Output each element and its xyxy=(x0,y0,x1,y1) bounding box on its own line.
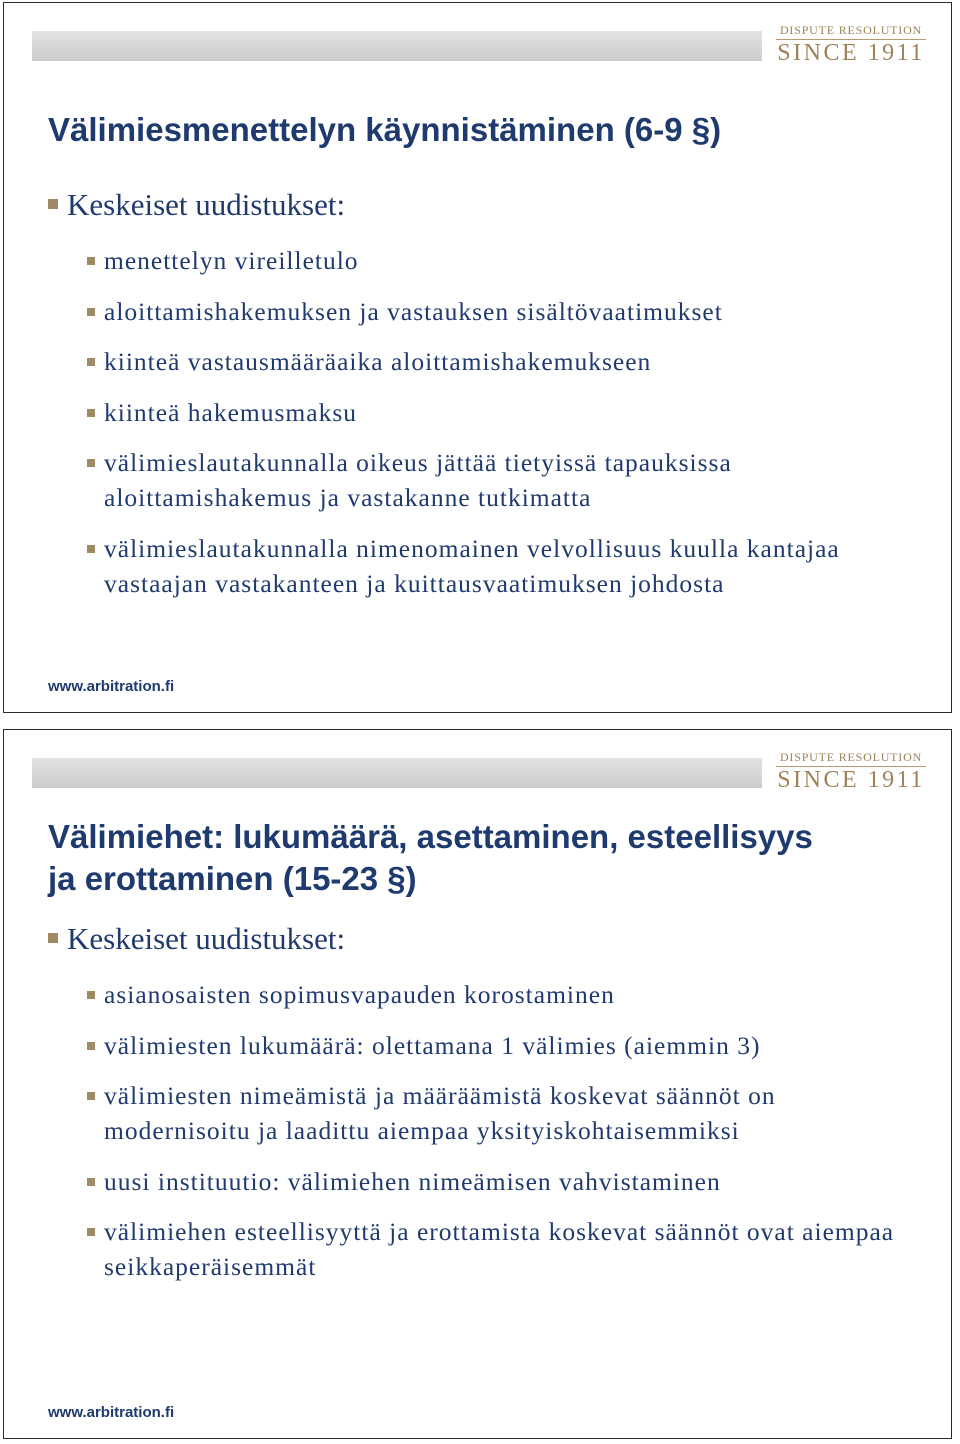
square-bullet-icon xyxy=(87,1178,95,1186)
square-bullet-icon xyxy=(48,933,58,943)
logo-line-1: DISPUTE RESOLUTION xyxy=(776,23,926,40)
square-bullet-icon xyxy=(87,991,95,999)
main-bullet xyxy=(48,921,345,957)
list-item xyxy=(84,1078,914,1148)
footer-url: www.arbitration.fi xyxy=(48,1404,175,1421)
list-item xyxy=(84,294,864,329)
list-item xyxy=(84,243,864,278)
list-item-text: välimieslautakunnalla nimenomainen velvollisuus kuulla kantajaa vastaajan vastakanteen ja kuittausvaatimuksen johdosta xyxy=(104,533,840,598)
list-item-text: kiinteä vastausmääräaika aloittamishakemukseen xyxy=(104,347,652,376)
slide-title xyxy=(48,816,813,900)
list-item xyxy=(84,1164,914,1199)
list-item-text: välimiesten nimeämistä ja määräämistä koskevat säännöt on modernisoitu ja laadittu aiempaa yksityiskohtaisemmiksi xyxy=(104,1081,776,1145)
list-item-text: asianosaisten sopimusvapauden korostaminen xyxy=(104,980,615,1009)
header-bar xyxy=(32,31,762,61)
list-item xyxy=(84,395,864,430)
square-bullet-icon xyxy=(87,358,95,366)
square-bullet-icon xyxy=(87,257,95,265)
logo-line-1: DISPUTE RESOLUTION xyxy=(776,750,926,767)
square-bullet-icon xyxy=(87,1092,95,1100)
square-bullet-icon xyxy=(87,409,95,417)
list-item xyxy=(84,445,864,515)
square-bullet-icon xyxy=(48,199,58,209)
square-bullet-icon xyxy=(87,545,95,553)
list-item-text: välimieslautakunnalla oikeus jättää tietyissä tapauksissa aloittamishakemus ja vastakanne tutkimatta xyxy=(104,448,732,512)
list-item xyxy=(84,1028,914,1063)
main-bullet-label: Keskeiset uudistukset: xyxy=(67,187,346,222)
list-item xyxy=(84,531,864,601)
logo-line-2: SINCE 1911 xyxy=(777,40,925,66)
footer-url: www.arbitration.fi xyxy=(48,678,175,695)
slide-title-line-2: ja erottaminen (15-23 §) xyxy=(48,860,417,897)
logo-line-2: SINCE 1911 xyxy=(777,767,925,793)
square-bullet-icon xyxy=(87,308,95,316)
list-item-text: välimiesten lukumäärä: olettamana 1 välimies (aiemmin 3) xyxy=(104,1030,761,1060)
list-item xyxy=(84,344,864,379)
slide-title-line-1: Välimiehet: lukumäärä, asettaminen, esteellisyys xyxy=(48,818,813,855)
bullet-list xyxy=(84,243,864,616)
logo xyxy=(776,750,926,793)
header-bar xyxy=(32,758,762,788)
square-bullet-icon xyxy=(87,459,95,467)
bullet-list xyxy=(84,977,914,1300)
list-item-text: menettelyn vireilletulo xyxy=(104,246,359,275)
list-item-text: uusi instituutio: välimiehen nimeämisen vahvistaminen xyxy=(104,1166,721,1196)
main-bullet xyxy=(48,187,345,223)
list-item xyxy=(84,1214,914,1284)
main-bullet-label: Keskeiset uudistukset: xyxy=(67,921,346,956)
square-bullet-icon xyxy=(87,1042,95,1050)
list-item-text: kiinteä hakemusmaksu xyxy=(104,397,357,427)
list-item-text: välimiehen esteellisyyttä ja erottamista koskevat säännöt ovat aiempaa seikkaperäisemmät xyxy=(104,1217,895,1281)
slide-2 xyxy=(3,729,952,1439)
square-bullet-icon xyxy=(87,1228,95,1236)
logo xyxy=(776,23,926,66)
slide-1 xyxy=(3,2,952,713)
list-item xyxy=(84,977,914,1012)
slide-title: Välimiesmenettelyn käynnistäminen (6-9 §) xyxy=(48,111,722,148)
list-item-text: aloittamishakemuksen ja vastauksen sisältövaatimukset xyxy=(104,296,723,326)
